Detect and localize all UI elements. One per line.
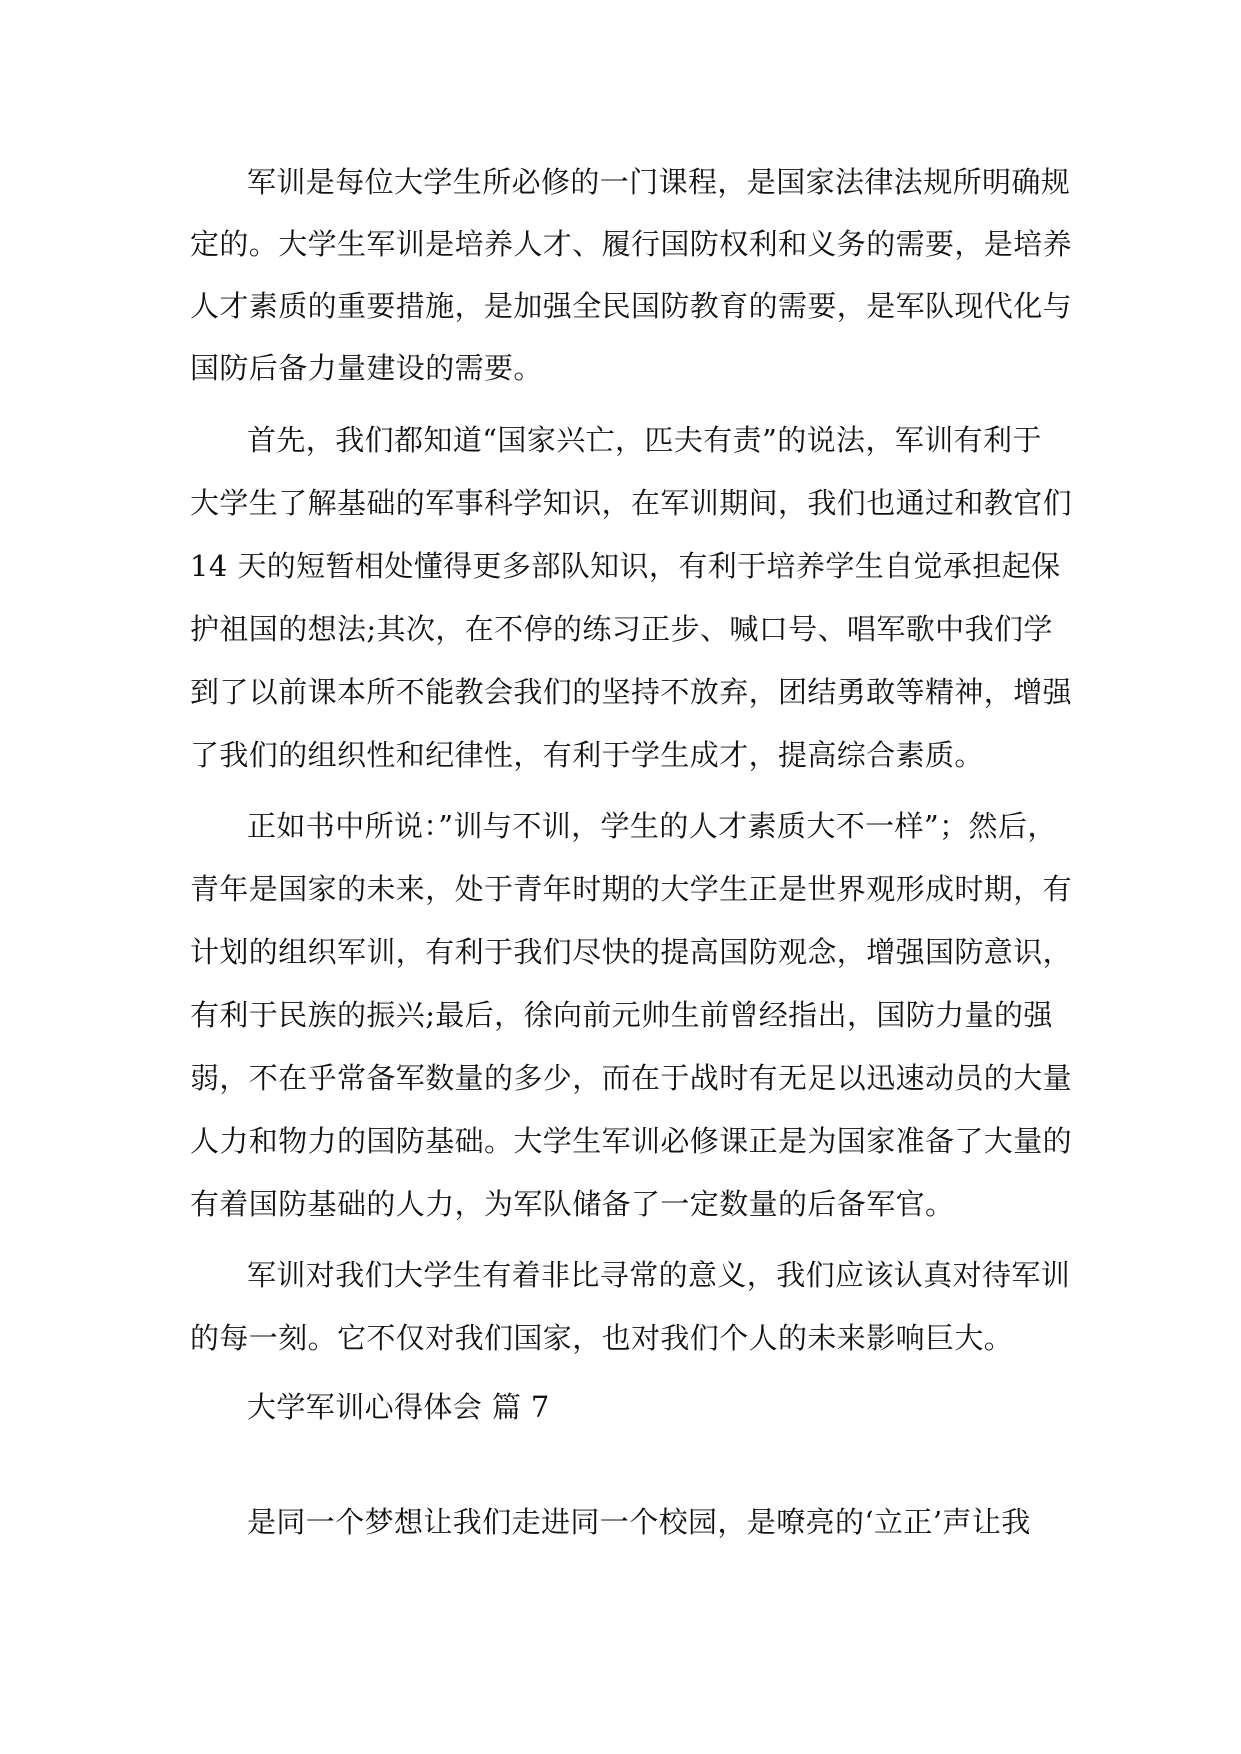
paragraph-line: 弱，不在乎常备军数量的多少，而在于战时有无足以迅速动员的大量 [190,1061,1073,1095]
section-heading: 大学军训心得体会 篇 7 [247,1390,550,1424]
paragraph-line: 军训对我们大学生有着非比寻常的意义，我们应该认真对待军训 [247,1258,1071,1292]
paragraph-line: 定的。大学生军训是培养人才、履行国防权利和义务的需要，是培养 [190,227,1073,261]
paragraph-line: 是同一个梦想让我们走进同一个校园，是嘹亮的‘立正’声让我 [247,1505,1031,1539]
paragraph-line: 大学生了解基础的军事科学知识，在军训期间，我们也通过和教官们 [190,486,1073,520]
paragraph-line: 有着国防基础的人力，为军队储备了一定数量的后备军官。 [190,1187,955,1221]
paragraph-line: 国防后备力量建设的需要。 [190,351,543,385]
paragraph-line: 军训是每位大学生所必修的一门课程，是国家法律法规所明确规 [247,165,1071,199]
paragraph-line: 正如书中所说：”训与不训，学生的人才素质大不一样”；然后， [247,809,1057,843]
paragraph-line: 人才素质的重要措施，是加强全民国防教育的需要，是军队现代化与 [190,289,1073,323]
paragraph-line: 护祖国的想法;其次，在不停的练习正步、喊口号、唱军歌中我们学 [190,612,1053,646]
paragraph-line: 计划的组织军训，有利于我们尽快的提高国防观念，增强国防意识， [190,935,1073,969]
paragraph-line: 人力和物力的国防基础。大学生军训必修课正是为国家准备了大量的 [190,1124,1073,1158]
paragraph-line: 的每一刻。它不仅对我们国家，也对我们个人的未来影响巨大。 [190,1321,1014,1355]
paragraph-line: 到了以前课本所不能教会我们的坚持不放弃，团结勇敢等精神，增强 [190,675,1073,709]
paragraph-line: 首先，我们都知道“国家兴亡，匹夫有责”的说法，军训有利于 [247,423,1042,457]
paragraph-line: 14 天的短暂相处懂得更多部队知识，有利于培养学生自觉承担起保 [190,549,1061,583]
paragraph-line: 了我们的组织性和纪律性，有利于学生成才，提高综合素质。 [190,738,984,772]
paragraph-line: 有利于民族的振兴;最后，徐向前元帅生前曾经指出，国防力量的强 [190,998,1053,1032]
paragraph-line: 青年是国家的未来，处于青年时期的大学生正是世界观形成时期，有 [190,872,1073,906]
